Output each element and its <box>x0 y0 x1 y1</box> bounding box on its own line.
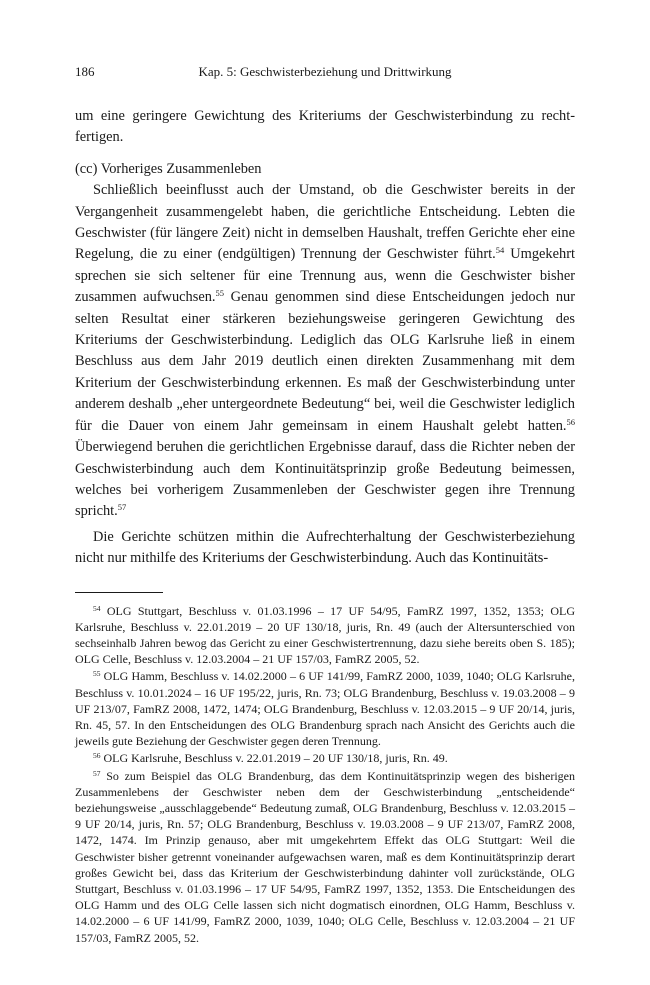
footnote-ref-54[interactable]: 54 <box>495 245 505 256</box>
paragraph-continuation: um eine geringere Gewichtung des Kriteriums der Geschwisterbindung zu rechtfertigen. <box>75 108 575 146</box>
paragraph-previous-cohabitation <box>75 180 575 523</box>
footnote <box>75 668 575 749</box>
text-run: Schließlich beeinflusst auch der Umstand, ob die Geschwister bereits in der Vergangenheit zusammengelebt haben, die gerichtliche Entscheidung. Lebten die Geschwister (für längere Zeit) nicht in demselben Haushalt, treffen Gerichte eher eine Regelung, die zu einer (endgültigen) Trennung der Geschwister führt. <box>75 182 575 263</box>
footnote-text: OLG Karlsruhe, Beschluss v. 22.01.2019 – 20 UF 130/18, juris, Rn. 49. <box>100 751 448 766</box>
footnote <box>75 750 575 766</box>
text-run: Überwiegend beruhen die gerichtlichen Ergebnisse darauf, dass die Richter neben der Geschwisterbindung auch dem Kontinuitätsprinzip große Bedeutung beimessen, welches bei vorherigem Zusammenleben der Geschwister gegen ihre Trennung spricht. <box>75 439 575 520</box>
footnote-number: 56 <box>93 751 101 761</box>
text-run: Umgekehrt sprechen sie sich seltener für eine Trennung aus, wenn die Geschwister bisher zusammen aufwuchsen. <box>75 246 575 306</box>
footnotes <box>75 603 575 946</box>
footnote-ref-55[interactable]: 55 <box>215 288 225 299</box>
page-header <box>75 64 575 84</box>
footnote <box>75 603 575 668</box>
footnote-number: 57 <box>93 768 101 778</box>
footnote-text: OLG Stuttgart, Beschluss v. 01.03.1996 – 17 UF 54/95, FamRZ 1997, 1352, 1353; OLG Karlsruhe, Beschluss v. 22.01.2019 – 20 UF 130/18, juris, Rn. 49 (auch der Altersunterschied von sechseinhalb Jahren bewog das Gericht zu einer Geschwistertrennung, dazu siehe bereits oben S. 185); OLG Celle, Beschluss v. 12.03.2004 – 21 UF 157/03, FamRZ 2005, 52. <box>75 603 575 667</box>
footnote-text: OLG Hamm, Beschluss v. 14.02.2000 – 6 UF 141/99, FamRZ 2000, 1039, 1040; OLG Karlsruhe, Beschluss v. 10.01.2024 – 16 UF 195/22, juris, Rn. 73; OLG Brandenburg, Beschluss v. 19.03.2008 – 9 UF 213/07, FamRZ 2008, 1472, 1474; OLG Brandenburg, Beschluss v. 12.03.2015 – 9 UF 20/14, juris, Rn. 45, 57. In den Entscheidungen des OLG Brandenburg sprach nach Ansicht des Gerichts auch die jeweils gute Beziehung der Geschwister gegen deren Trennung. <box>75 669 575 749</box>
body-text <box>75 106 575 570</box>
paragraph-courts-protect: Die Gerichte schützen mithin die Aufrechterhaltung der Geschwisterbeziehung nicht nur mithilfe des Kriteriums der Geschwisterbindung. Auch das Kontinuitäts- <box>75 528 575 567</box>
footnote-ref-57[interactable]: 57 <box>117 502 127 513</box>
footnote-text: So zum Beispiel das OLG Brandenburg, das dem Kontinuitätsprinzip wegen des bisherigen Zusammenlebens der Geschwister neben dem der Geschwisterbindung „entscheidende“ beziehungsweise „ausschlaggebende“ Bedeutung zumaß, OLG Brandenburg, Beschluss v. 12.03.2015 – 9 UF 20/14, juris, Rn. 57; OLG Brandenburg, Beschluss v. 19.03.2008 – 9 UF 213/07, FamRZ 2008, 1472, 1474. Im Prinzip genauso, aber mit umgekehrtem Effekt das OLG Stuttgart: Weil die Geschwister bisher getrennt voneinander aufgewachsen waren, maß es dem Kontinuitätsprinzip derart großes Gewicht bei, dass das Kriterium der Geschwisterbindung dahinter voll zurückstände, OLG Stuttgart, Beschluss v. 01.03.1996 – 17 UF 54/95, FamRZ 1997, 1352, 1353. Die Entscheidungen des OLG Hamm und des OLG Celle lassen sich nicht dogmatisch einordnen, OLG Hamm, Beschluss v. 14.02.2000 – 6 UF 141/99, FamRZ 2000, 1039, 1040; OLG Celle, Beschluss v. 12.03.2004 – 21 UF 157/03, FamRZ 2005, 52. <box>75 768 575 945</box>
footnote-number: 55 <box>93 669 101 679</box>
footnote-rule <box>75 592 163 593</box>
book-page <box>75 64 575 947</box>
section-heading: (cc) Vorheriges Zusammenleben <box>75 160 262 177</box>
running-head: Kap. 5: Geschwisterbeziehung und Drittwirkung <box>198 64 452 79</box>
footnote <box>75 768 575 946</box>
text-run: Genau genommen sind diese Entscheidungen jedoch nur selten Resultat einer stärkeren beziehungsweise geringeren Gewichtung des Kriteriums der Geschwisterbindung. Lediglich das OLG Karlsruhe ließ in einem Beschluss aus dem Jahr 2019 deutlich einen direkten Zusammenhang mit dem Kriterium der Geschwisterbindung erkennen. Es maß der Geschwisterbindung unter anderem deshalb „eher untergeordnete Bedeutung“ bei, weil die Geschwister lediglich für die Dauer von einem Jahr gemeinsam in einem Haushalt gelebt hatten. <box>75 289 576 434</box>
footnote-number: 54 <box>93 603 101 613</box>
page-number: 186 <box>75 64 95 79</box>
footnote-ref-56[interactable]: 56 <box>566 416 575 427</box>
